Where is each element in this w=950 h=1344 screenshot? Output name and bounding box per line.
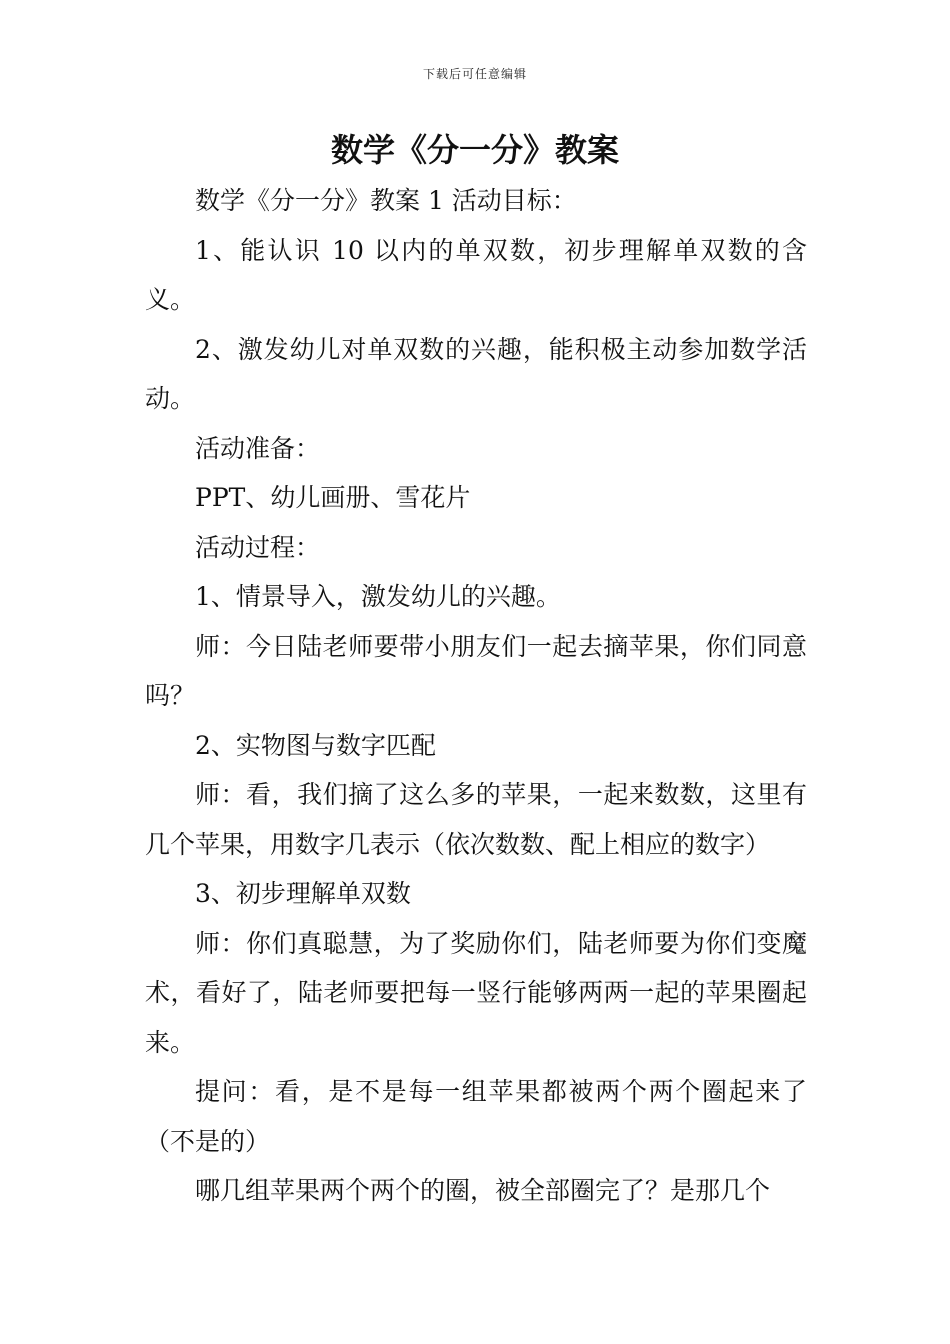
paragraph-12: 师：你们真聪慧，为了奖励你们，陆老师要为你们变魔术，看好了，陆老师要把每一竖行能够两两一起的苹果圈起来。 xyxy=(145,928,807,1057)
paragraph-14: 哪几组苹果两个两个的圈，被全部圈完了？是那几个 xyxy=(195,1176,771,1205)
paragraph-1: 数学《分一分》教案 1 活动目标： xyxy=(195,186,577,215)
document-title: 数学《分一分》教案 xyxy=(330,131,619,169)
paragraph-5: PPT、幼儿画册、雪花片 xyxy=(195,483,471,512)
document-body xyxy=(145,176,807,1216)
paragraph-13: 提问：看，是不是每一组苹果都被两个两个圈起来了（不是的） xyxy=(145,1077,807,1156)
paragraph-3: 2、激发幼儿对单双数的兴趣，能积极主动参加数学活动。 xyxy=(145,334,807,413)
paragraph-7: 1、情景导入，激发幼儿的兴趣。 xyxy=(195,582,561,611)
paragraph-8: 师：今日陆老师要带小朋友们一起去摘苹果，你们同意吗？ xyxy=(145,631,807,710)
paragraph-11: 3、初步理解单双数 xyxy=(195,879,411,908)
header-note: 下载后可任意编辑 xyxy=(422,67,527,81)
paragraph-9: 2、实物图与数字匹配 xyxy=(195,730,436,760)
paragraph-2: 1、能认识 10 以内的单双数，初步理解单双数的含义。 xyxy=(145,235,807,314)
paragraph-6: 活动过程： xyxy=(195,532,321,562)
paragraph-4: 活动准备： xyxy=(195,433,321,463)
paragraph-10: 师：看，我们摘了这么多的苹果，一起来数数，这里有几个苹果，用数字几表示（依次数数、配上相应的数字） xyxy=(145,780,807,859)
